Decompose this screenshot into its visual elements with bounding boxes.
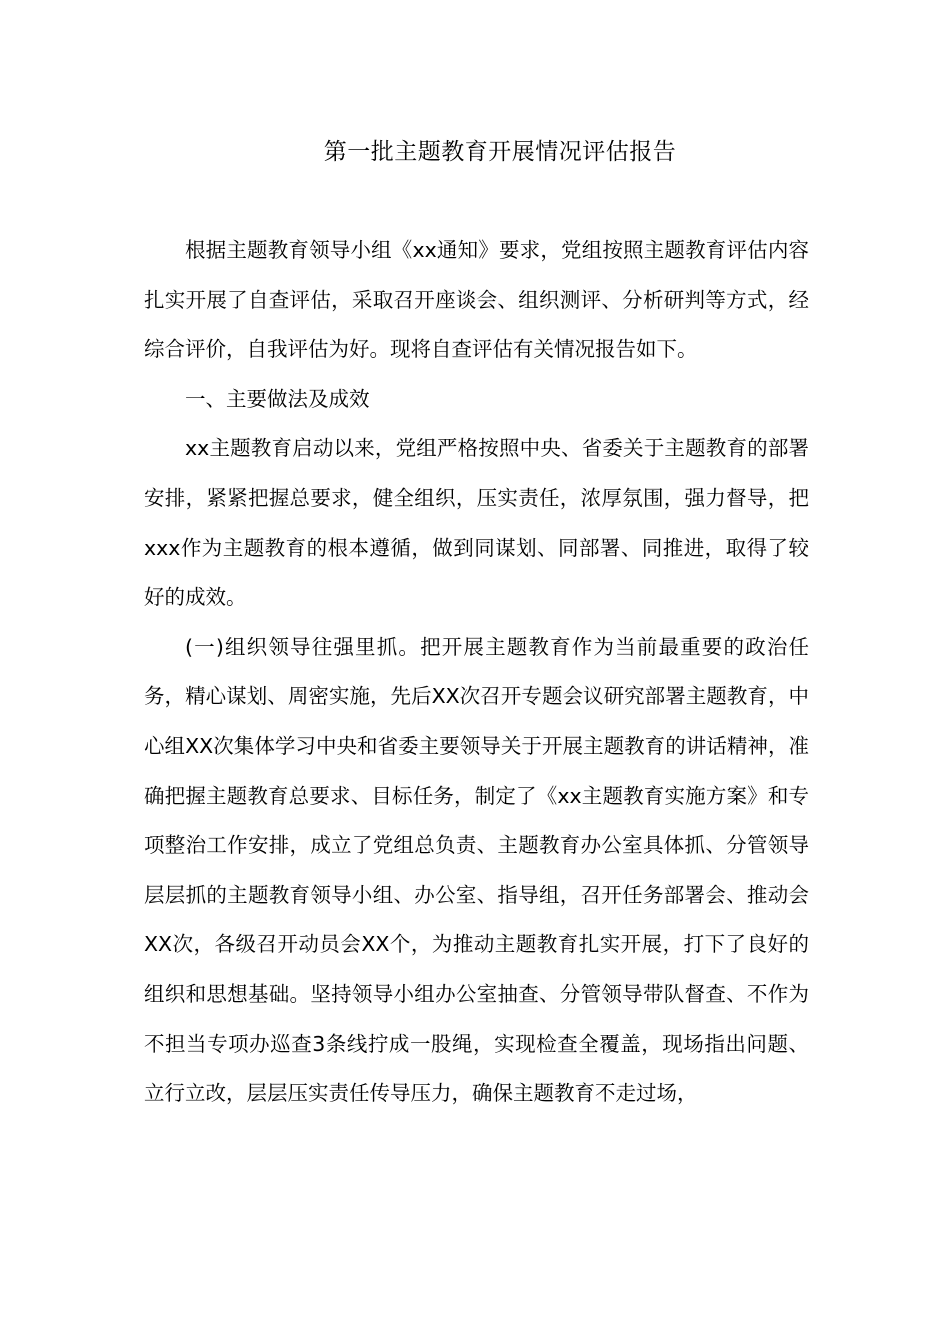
section-heading: 一、主要做法及成效	[185, 386, 370, 411]
document-body	[144, 226, 809, 1119]
paragraph-organization: (一)组织领导往强里抓。把开展主题教育作为当前最重要的政治任务，精心谋划、周密实施，先后XX次召开专题会议研究部署主题教育，中心组XX次集体学习中央和省委主要领导关于开展主题教育的讲话精神，准确把握主题教育总要求、目标任务，制定了《xx主题教育实施方案》和专项整治工作安排，成立了党组总负责、主题教育办公室具体抓、分管领导层层抓的主题教育领导小组、办公室、指导组，召开任务部署会、推动会XX次，各级召开动员会XX个，为推动主题教育扎实开展，打下了良好的组织和思想基础。坚持领导小组办公室抽查、分管领导带队督查、不作为不担当专项办巡查3条线拧成一股绳，实现检查全覆盖，现场指出问题、立行立改，层层压实责任传导压力，确保主题教育不走过场，	[144, 634, 809, 1106]
paragraph-intro: 根据主题教育领导小组《xx通知》要求，党组按照主题教育评估内容扎实开展了自查评估，采取召开座谈会、组织测评、分析研判等方式，经综合评价，自我评估为好。现将自查评估有关情况报告如下。	[144, 238, 809, 362]
document-title: 第一批主题教育开展情况评估报告	[323, 139, 677, 165]
paragraph-overview: xx主题教育启动以来，党组严格按照中央、省委关于主题教育的部署安排，紧紧把握总要求，健全组织，压实责任，浓厚氛围，强力督导，把xxx作为主题教育的根本遵循，做到同谋划、同部署、同推进，取得了较好的成效。	[144, 436, 809, 610]
